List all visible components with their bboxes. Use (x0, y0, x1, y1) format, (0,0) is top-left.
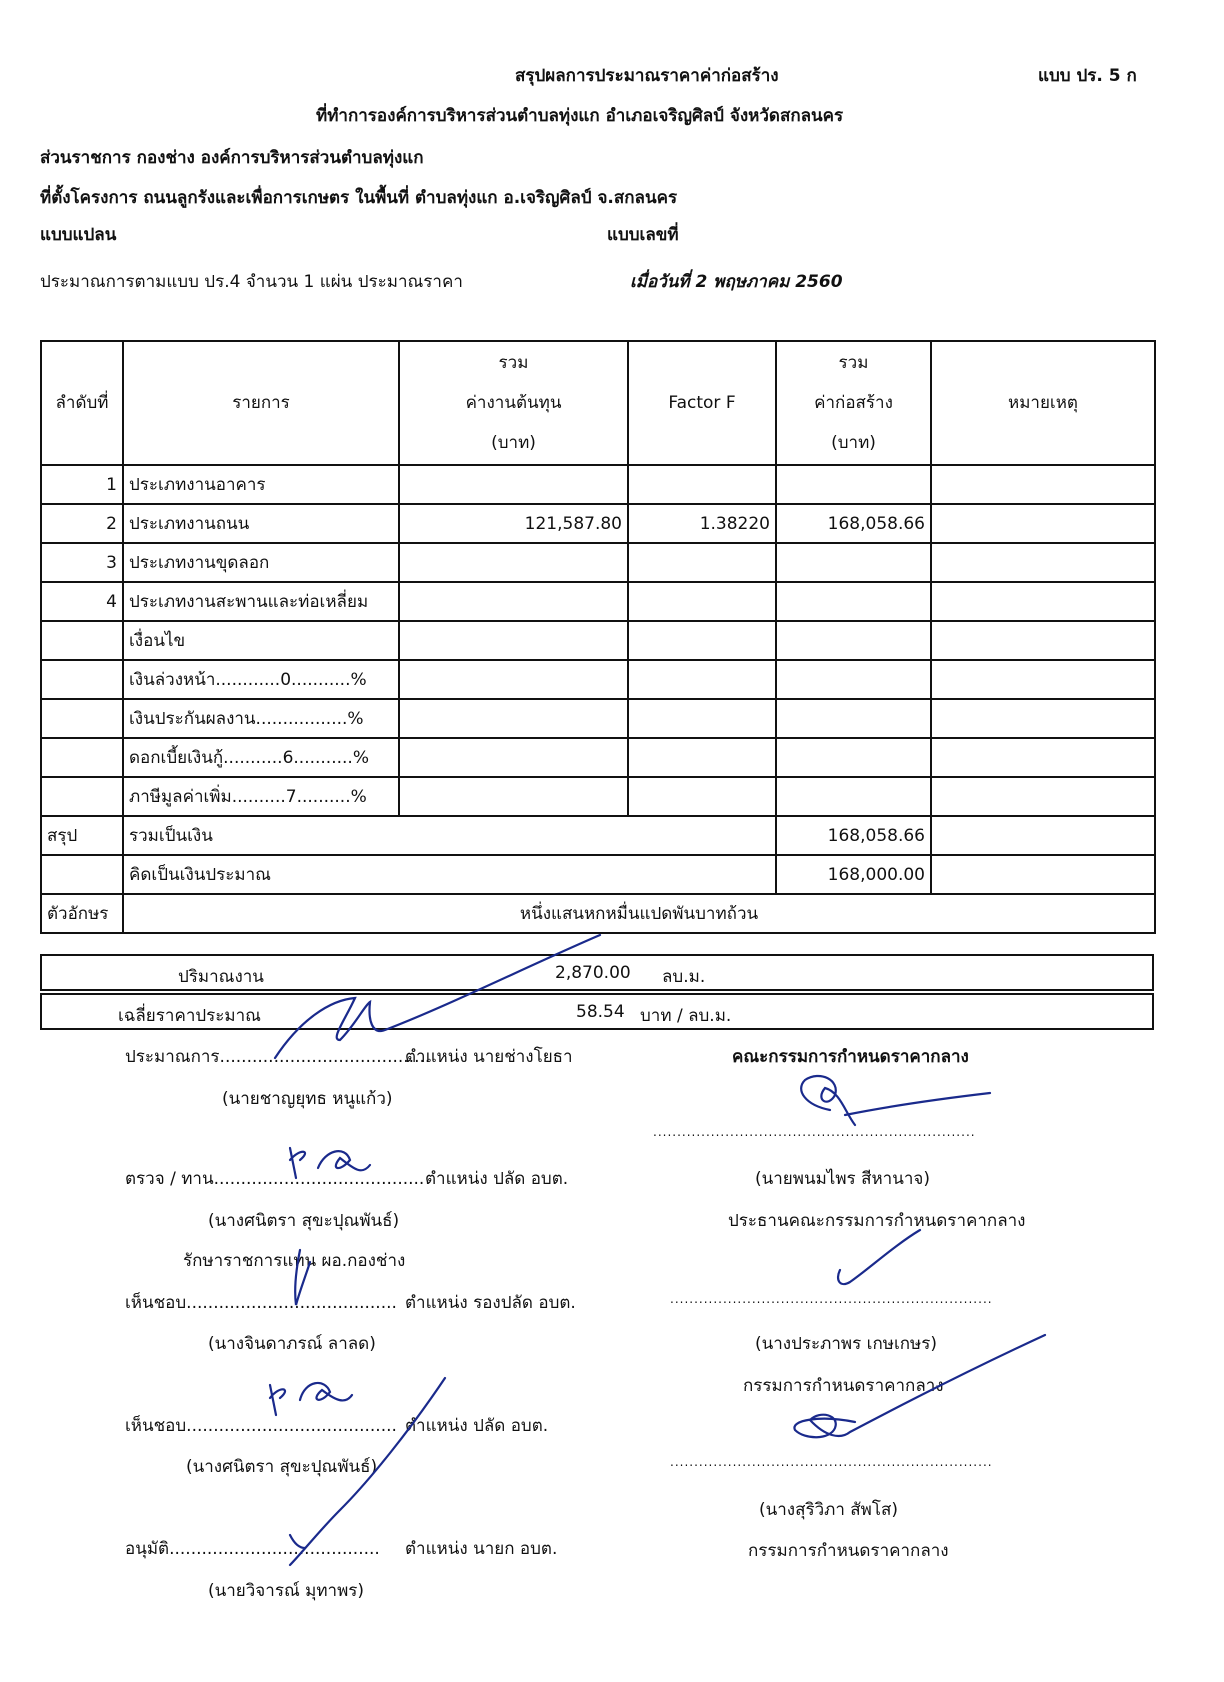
estimator-name: (นายชาญยุทธ หนูแก้ว) (222, 1089, 393, 1109)
row-total (776, 699, 931, 738)
form-code: แบบ ปร. 5 ก (1038, 66, 1137, 86)
row-remark (931, 699, 1155, 738)
row-remark (931, 660, 1155, 699)
approver2-name: (นางศนิตรา สุขะปุณพันธ์) (186, 1457, 378, 1477)
summary-round-value: 168,000.00 (776, 855, 931, 894)
checker-name: (นางศนิตรา สุขะปุณพันธ์) (208, 1211, 400, 1231)
approver1-name: (นางจินดาภรณ์ ลาลด) (208, 1334, 376, 1354)
committee-member1-sign-line: ................................................................... (670, 1292, 993, 1306)
agency-line: ส่วนราชการ กองช่าง องค์การบริหารส่วนตำบลทุ่งแก (40, 148, 424, 168)
row-item: ภาษีมูลค่าเพิ่ม..........7..........% (123, 777, 399, 816)
row-no (41, 660, 123, 699)
row-no (41, 777, 123, 816)
table-row (41, 582, 1155, 621)
row-total (776, 777, 931, 816)
col-header-construction (776, 341, 931, 465)
cost-summary-table (40, 340, 1156, 934)
summary-total-value: 168,058.66 (776, 816, 931, 855)
row-item: ประเภทงานถนน (123, 504, 399, 543)
checker-sign-line: ตรวจ / ทาน....................................... (125, 1169, 425, 1189)
row-cost (399, 621, 628, 660)
row-factor (628, 777, 776, 816)
row-remark (931, 543, 1155, 582)
row-remark (931, 465, 1155, 504)
average-price-value: 58.54 (576, 1002, 625, 1022)
row-remark (931, 621, 1155, 660)
col-header-cost-l1: รวม (498, 353, 529, 373)
committee-member1-role: กรรมการกำหนดราคากลาง (743, 1376, 944, 1396)
amount-text-value: หนึ่งแสนหกหมื่นแปดพันบาทถ้วน (123, 894, 1155, 933)
summary-round-row (41, 855, 1155, 894)
row-cost: 121,587.80 (399, 504, 628, 543)
row-total (776, 738, 931, 777)
table-header-row (41, 341, 1155, 465)
table-row (41, 504, 1155, 543)
col-header-constr-l2: ค่าก่อสร้าง (814, 393, 893, 413)
col-header-remark: หมายเหตุ (931, 341, 1155, 465)
row-item: ประเภทงานขุดลอก (123, 543, 399, 582)
quantity-row (40, 954, 1154, 991)
table-row (41, 738, 1155, 777)
row-total (776, 543, 931, 582)
row-factor (628, 543, 776, 582)
col-header-cost (399, 341, 628, 465)
table-row (41, 660, 1155, 699)
summary-total-remark (931, 816, 1155, 855)
col-header-cost-l2: ค่างานต้นทุน (465, 393, 562, 413)
table-row (41, 621, 1155, 660)
estimate-date: เมื่อวันที่ 2 พฤษภาคม 2560 (630, 272, 843, 292)
row-no: 1 (41, 465, 123, 504)
row-factor (628, 465, 776, 504)
row-factor (628, 582, 776, 621)
committee-chair-name: (นายพนมไพร สีหานาจ) (755, 1169, 930, 1189)
project-line: ที่ตั้งโครงการ ถนนลูกรังและเพื่อการเกษตร ในพื้นที่ ตำบลทุ่งแก อ.เจริญศิลป์ จ.สกลนคร (40, 188, 678, 208)
final-approval-name: (นายวิจารณ์ มุทาพร) (208, 1581, 365, 1601)
approver1-sign-line: เห็นชอบ....................................... (125, 1293, 397, 1313)
row-no: 2 (41, 504, 123, 543)
row-no (41, 738, 123, 777)
row-no: 3 (41, 543, 123, 582)
row-total (776, 660, 931, 699)
summary-round-blank (41, 855, 123, 894)
committee-member1-name: (นางประภาพร เกษเกษร) (755, 1334, 938, 1354)
row-item: ประเภทงานอาคาร (123, 465, 399, 504)
committee-member2-name: (นางสุริวิภา สัพโส) (759, 1500, 899, 1520)
row-no (41, 621, 123, 660)
col-header-item: รายการ (123, 341, 399, 465)
quantity-unit: ลบ.ม. (662, 967, 706, 987)
row-total (776, 465, 931, 504)
checker-position: ตำแหน่ง ปลัด อบต. (425, 1169, 569, 1189)
col-header-cost-l3: (บาท) (491, 433, 536, 453)
row-no: 4 (41, 582, 123, 621)
row-cost (399, 660, 628, 699)
row-cost (399, 582, 628, 621)
summary-round-remark (931, 855, 1155, 894)
final-approval-sign-line: อนุมัติ....................................... (125, 1539, 380, 1559)
row-item: เงื่อนไข (123, 621, 399, 660)
row-remark (931, 738, 1155, 777)
row-factor: 1.38220 (628, 504, 776, 543)
row-cost (399, 699, 628, 738)
row-item: เงินล่วงหน้า............0...........% (123, 660, 399, 699)
row-item: ดอกเบี้ยเงินกู้...........6...........% (123, 738, 399, 777)
row-item: เงินประกันผลงาน.................% (123, 699, 399, 738)
row-item: ประเภทงานสะพานและท่อเหลี่ยม (123, 582, 399, 621)
row-remark (931, 777, 1155, 816)
final-approval-position: ตำแหน่ง นายก อบต. (405, 1539, 558, 1559)
approver2-sign-line: เห็นชอบ....................................... (125, 1416, 397, 1436)
member1-signature (838, 1230, 920, 1284)
committee-title: คณะกรรมการกำหนดราคากลาง (732, 1047, 969, 1067)
row-remark (931, 504, 1155, 543)
chair-signature (801, 1076, 990, 1125)
row-total (776, 582, 931, 621)
row-total: 168,058.66 (776, 504, 931, 543)
committee-member2-sign-line: ................................................................... (670, 1455, 993, 1469)
row-factor (628, 621, 776, 660)
plan-number-label: แบบเลขที่ (607, 225, 679, 245)
average-price-unit: บาท / ลบ.ม. (640, 1006, 732, 1026)
amount-text-label: ตัวอักษร (41, 894, 123, 933)
approver1-position: ตำแหน่ง รองปลัด อบต. (405, 1293, 576, 1313)
estimator-position: ตำแหน่ง นายช่างโยธา (405, 1047, 573, 1067)
row-remark (931, 582, 1155, 621)
row-cost (399, 465, 628, 504)
col-header-factor: Factor F (628, 341, 776, 465)
row-factor (628, 738, 776, 777)
summary-total-label: รวมเป็นเงิน (123, 816, 776, 855)
estimator-sign-line: ประมาณการ....................................... (125, 1047, 431, 1067)
amount-text-row (41, 894, 1155, 933)
document-subtitle: ที่ทำการองค์การบริหารส่วนตำบลทุ่งแก อำเภอเจริญศิลป์ จังหวัดสกลนคร (316, 106, 844, 126)
summary-total-row (41, 816, 1155, 855)
table-row (41, 777, 1155, 816)
row-total (776, 621, 931, 660)
summary-label: สรุป (41, 816, 123, 855)
row-cost (399, 777, 628, 816)
col-header-constr-l1: รวม (838, 353, 869, 373)
document-title: สรุปผลการประมาณราคาค่าก่อสร้าง (515, 66, 779, 86)
acting-note: รักษาราชการแทน ผอ.กองช่าง (183, 1251, 406, 1271)
committee-chair-sign-line: ................................................................... (653, 1125, 976, 1139)
committee-member2-role: กรรมการกำหนดราคากลาง (748, 1541, 949, 1561)
quantity-value: 2,870.00 (555, 963, 631, 983)
summary-round-label: คิดเป็นเงินประมาณ (123, 855, 776, 894)
estimate-line: ประมาณการตามแบบ ปร.4 จำนวน 1 แผ่น ประมาณราคา (40, 272, 463, 292)
table-row (41, 465, 1155, 504)
col-header-no: ลำดับที่ (41, 341, 123, 465)
table-row (41, 543, 1155, 582)
average-price-label: เฉลี่ยราคาประมาณ (118, 1006, 261, 1026)
col-header-constr-l3: (บาท) (831, 433, 876, 453)
row-cost (399, 738, 628, 777)
table-row (41, 699, 1155, 738)
plan-label: แบบแปลน (40, 225, 117, 245)
quantity-label: ปริมาณงาน (178, 967, 264, 987)
average-price-row (40, 993, 1154, 1030)
row-factor (628, 699, 776, 738)
approver2-signature (270, 1383, 352, 1415)
row-cost (399, 543, 628, 582)
row-no (41, 699, 123, 738)
row-factor (628, 660, 776, 699)
approver2-position: ตำแหน่ง ปลัด อบต. (405, 1416, 549, 1436)
committee-chair-role: ประธานคณะกรรมการกำหนดราคากลาง (728, 1211, 1026, 1231)
